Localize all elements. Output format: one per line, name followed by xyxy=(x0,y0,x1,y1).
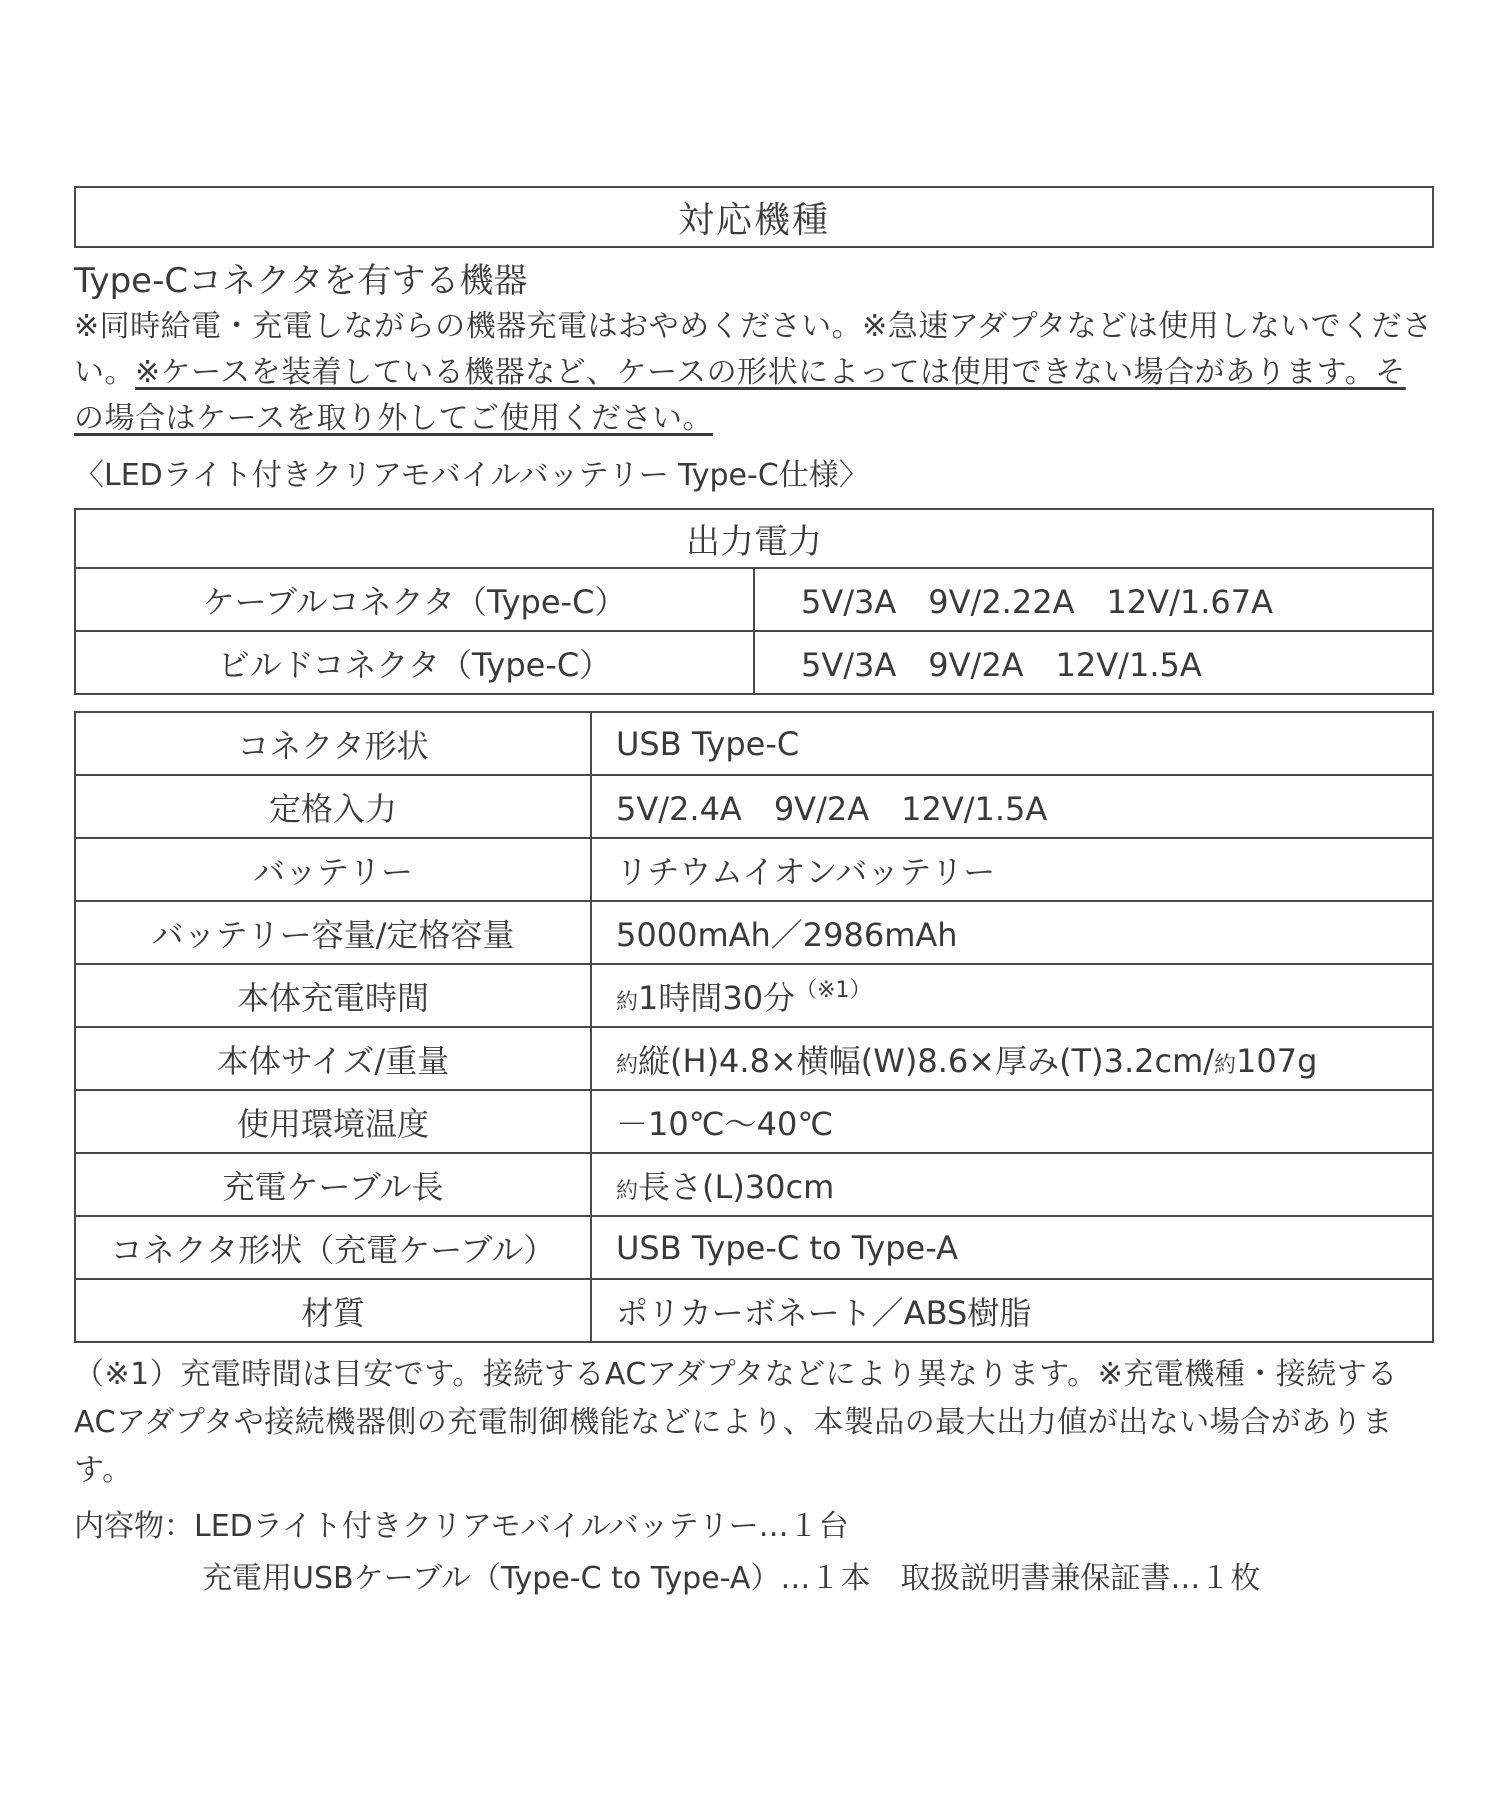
table-row xyxy=(75,712,1433,775)
table-row xyxy=(75,964,1433,1027)
spec-label: 本体充電時間 xyxy=(75,964,591,1027)
spec-value: －10℃～40℃ xyxy=(591,1090,1433,1153)
spec-value: USB Type-C xyxy=(591,712,1433,775)
package-contents xyxy=(74,1501,1434,1605)
output-value-built: 5V/3A 9V/2A 12V/1.5A xyxy=(754,631,1433,694)
footnote: （※1）充電時間は目安です。接続するACアダプタなどにより異なります。※充電機種・接続するACアダプタや接続機器側の充電制御機能などにより、本製品の最大出力値が出ない場合があります。 xyxy=(74,1357,1398,1488)
contents-line-2: 充電用USBケーブル（Type-C to Type-A）…１本 取扱説明書兼保証書…１枚 xyxy=(202,1561,1261,1596)
spec-value: 5000mAh／2986mAh xyxy=(591,901,1433,964)
spec-label: 本体サイズ/重量 xyxy=(75,1027,591,1090)
compat-note-plain: ※同時給電・充電しながらの機器充電はおやめください。※急速アダプタなどは使用しないでください。 xyxy=(74,309,1433,390)
spec-label: コネクタ形状 xyxy=(75,712,591,775)
cable-length-value: 長さ(L)30cm xyxy=(638,1167,835,1206)
table-row xyxy=(75,1027,1433,1090)
spec-label: 使用環境温度 xyxy=(75,1090,591,1153)
spec-value: リチウムイオンバッテリー xyxy=(591,838,1433,901)
table-row xyxy=(75,1090,1433,1153)
weight-value: 107g xyxy=(1236,1041,1318,1080)
compat-notes xyxy=(74,304,1434,442)
charge-time-value: 1時間30分 xyxy=(638,978,796,1017)
spec-label: 材質 xyxy=(75,1279,591,1342)
table-row xyxy=(75,568,1433,631)
spec-sheet xyxy=(74,186,1434,1605)
footnote-ref: （※1） xyxy=(795,977,872,1003)
table-row xyxy=(75,631,1433,694)
spec-value: 5V/2.4A 9V/2A 12V/1.5A xyxy=(591,775,1433,838)
spec-value xyxy=(591,964,1433,1027)
contents-line-1: 内容物：LEDライト付きクリアモバイルバッテリー…１台 xyxy=(74,1509,849,1544)
table-row xyxy=(75,775,1433,838)
spec-label: コネクタ形状（充電ケーブル） xyxy=(75,1216,591,1279)
approx-mark: 約 xyxy=(616,1052,639,1078)
output-value-cable: 5V/3A 9V/2.22A 12V/1.67A xyxy=(754,568,1433,631)
compat-header: 対応機種 xyxy=(74,186,1434,248)
output-power-header: 出力電力 xyxy=(75,509,1433,568)
spec-value: USB Type-C to Type-A xyxy=(591,1216,1433,1279)
spec-value: ポリカーボネート／ABS樹脂 xyxy=(591,1279,1433,1342)
spec-value xyxy=(591,1153,1433,1216)
spec-table xyxy=(74,711,1434,1343)
approx-mark: 約 xyxy=(616,1178,639,1204)
approx-mark: 約 xyxy=(616,989,639,1015)
spec-label: バッテリー容量/定格容量 xyxy=(75,901,591,964)
output-label-built: ビルドコネクタ（Type-C） xyxy=(75,631,754,694)
size-value: 縦(H)4.8×横幅(W)8.6×厚み(T)3.2cm/ xyxy=(638,1041,1215,1080)
output-power-table xyxy=(74,508,1434,695)
spec-label: バッテリー xyxy=(75,838,591,901)
spec-label: 定格入力 xyxy=(75,775,591,838)
compat-note-underlined: ※ケースを装着している機器など、ケースの形状によっては使用できない場合があります。その場合はケースを取り外してご使用ください。 xyxy=(74,355,1406,436)
spec-title: 〈LEDライト付きクリアモバイルバッテリー Type-C仕様〉 xyxy=(74,458,869,493)
table-row xyxy=(75,901,1433,964)
table-row xyxy=(75,509,1433,568)
table-row xyxy=(75,838,1433,901)
output-label-cable: ケーブルコネクタ（Type-C） xyxy=(75,568,754,631)
table-row xyxy=(75,1153,1433,1216)
spec-label: 充電ケーブル長 xyxy=(75,1153,591,1216)
compat-devices: Type-Cコネクタを有する機器 xyxy=(74,261,528,301)
approx-mark: 約 xyxy=(1214,1052,1237,1078)
spec-value xyxy=(591,1027,1433,1090)
table-row xyxy=(75,1279,1433,1342)
table-row xyxy=(75,1216,1433,1279)
